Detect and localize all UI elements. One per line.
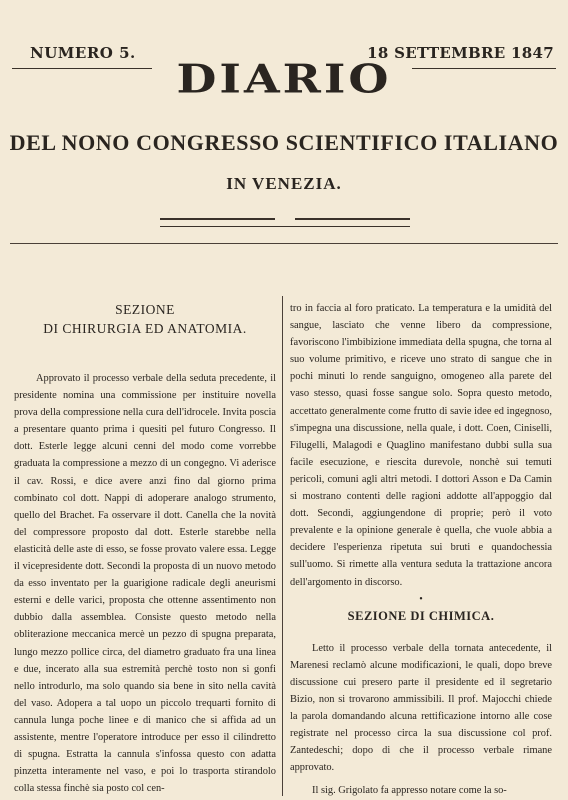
- section-title-surgery-line1: SEZIONE: [115, 302, 175, 317]
- surgery-paragraph: Approvato il processo verbale della seduta precedente, il presidente nomina una commissione per instituire novella prova della compressione nella cura dell'idrocele. Invita poscia a presentare quanto prima i quesiti pel futuro Congresso. Il dott. Esterle legge alcuni cenni del modo come vorrebbe graduata la compressione a mezzo di un congegno. Vi aderisce il cav. Rossi, e dice avere anzi fino dal giorno prima combinato col dott. Nappi di adoperare analogo strumento, quello del Brachet. Fa osservare il dott. Canella che la novità del compressore proposto dal dott. Esterle starebbe nella elasticità delle aste di esso, se fosse provato valere essa. Legge il vicepresidente dott. Secondi la proposta di un nuovo metodo da esso inventato per la guarigione radicale degli aneurismi esterni e delle varici, proposta che ottenne assentimento non dubbio dalla assemblea. Consiste questo metodo nella obliterazione meccanica mercè un pezzo di spugna preparata, lungo mezzo pollice circa, del diametro graduato fra una linea e due, incerato alla sua estremità perchè tosto non si gonfi nello introdurlo, ma solo quando sia bene in sito nella cavità del vaso. Adopera a tal uopo un piccolo trequarti fornito di cannula lunga poche linee e di manico che si affida ad un assistente, mentre l'operatore introduce per esso il cilindretto di spugna. Estratta la cannula s'infossa questo con adatta pinzetta interamente nel vaso, e poi lo trasporta stirandolo colla stessa finchè sia posto col cen-: [14, 373, 276, 795]
- surgery-paragraph-continued: tro in faccia al foro praticato. La temperatura e la umidità del sangue, lasciato che venne libero da compressione, favoriscono l'imbibizione immediata della spugna, che torna al suo volume primitivo, e riceve uno strato di sangue che in pochi minuti lo rende sanguigno, omogeneo alla parete del vaso stesso, quasi fosse sangue solo. Sopra questo metodo, accettato generalmente come frutto di savie idee ed ingegnoso, s'impegna una discussione, nella quale, i dott. Coen, Ciniselli, Filugelli, Malagodi e Quaglino manifestano dubbi sulla sua facile esecuzione, e riescita durevole, nonchè sui temuti pericoli, comuni agli altri metodi. I dottori Asson e Da Camin si mostrano contenti delle ragioni addotte all'appoggio dal dott. Secondi, aggiungendone di proprie; però il voto prevalente e la opinione generale è quella, che vuole abbia a decidere l'esperienza ripetuta sui bruti e quandochessia sull'uomo. Si rimette alla ventura seduta la trattazione ancora dell'argomento in discorso.: [290, 303, 552, 588]
- issue-date: 18 SETTEMBRE 1847: [367, 44, 554, 62]
- left-column: [14, 300, 276, 797]
- separator-dot: •: [419, 593, 423, 605]
- masthead-title: DIARIO: [176, 56, 392, 102]
- chemistry-paragraph-1: Letto il processo verbale della tornata antecedente, il Marenesi reclamò alcune modificazioni, le quali, dopo breve discussione cui presero parte il presidente ed il segretario Bizio, non si trovarono ammissibili. Il prof. Majocchi chiede la parola domandando alcuna rettificazione intorno alle cose registrate nel processo circa la sua discussione col prof. Zantedeschi; dopo di che il processo verbale rimane approvato.: [290, 642, 552, 774]
- masthead-place: IN VENEZIA.: [226, 174, 342, 193]
- ornamental-rule: [160, 218, 410, 227]
- header-divider: [10, 243, 558, 244]
- issue-number: NUMERO 5.: [30, 44, 136, 62]
- masthead-subtitle: DEL NONO CONGRESSO SCIENTIFICO ITALIANO: [9, 130, 559, 155]
- chemistry-paragraph-2: Il sig. Grigolato fa appresso notare come la so-: [312, 785, 507, 797]
- right-column: [290, 300, 552, 799]
- section-title-surgery-line2: DI CHIRURGIA ED ANATOMIA.: [43, 321, 247, 336]
- column-rule: [282, 296, 283, 796]
- section-title-chemistry: SEZIONE DI CHIMICA.: [347, 608, 495, 623]
